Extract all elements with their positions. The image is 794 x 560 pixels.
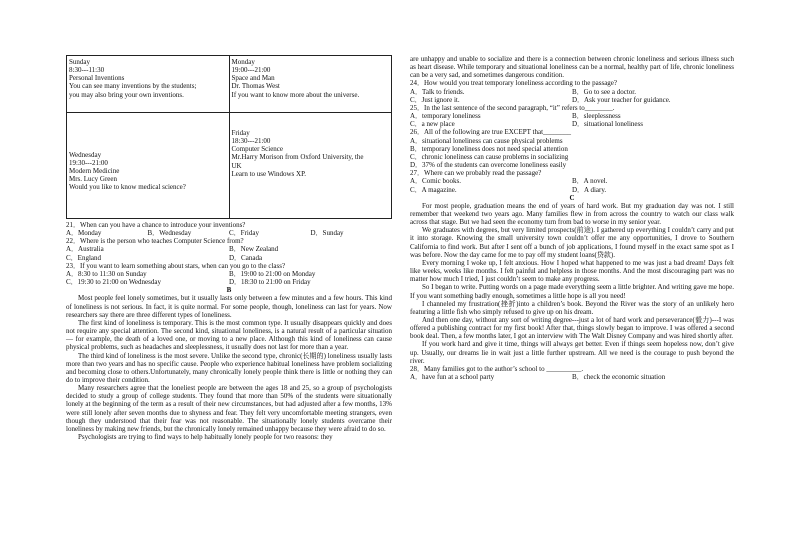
option[interactable]: D．Ask your teacher for guidance. — [572, 95, 671, 104]
options-21 — [66, 229, 392, 237]
speaker-label: Mr.Harry Morison from Oxford University, the — [231, 153, 364, 162]
option[interactable]: A．Comic books. — [410, 177, 461, 186]
option[interactable]: C．England — [66, 253, 101, 262]
options-22b — [66, 254, 392, 262]
passage-c-paragraph: And then one day, without any sort of writing degree---just a lot of hard work and perseverance(毅力)---I was offered a publishing contract for my first book! After that, things slowly began to improve. I was offered a second book deal. Then, a few months later, I got an interview with The Walt Disney Company and was hired shortly after. — [410, 316, 734, 341]
option[interactable]: B．sleeplessness — [572, 112, 621, 121]
option[interactable]: C．Just ignore it. — [410, 95, 460, 104]
passage-c-paragraph: So I began to write. Putting words on a page made everything seem a little brighter. And writing gave me hope. If you want something badly enough, sometimes a little hope is all you need! — [410, 283, 734, 300]
day-label: Sunday — [69, 58, 90, 66]
passage-c-paragraph: For most people, graduation means the end of years of hard work. But my graduation day was not. I still remember that weekend two years ago. Many families flew in from across the country to watch our class walk across that stage. But we had seen the economy turn from bad to worse in my senior year. — [410, 201, 734, 227]
options-25b — [410, 120, 734, 128]
passage-b-paragraph: Psychologists are trying to find ways to help habitually lonely people for two reasons: they — [78, 433, 333, 442]
passage-b-paragraph: The third kind of loneliness is the most severe. Unlike the second type, chronic(长期的) loneliness usually lasts more than two years and has no specific cause. People who experience habitual loneliness have problem socializing and becoming close to others.Unfortunately, many chronically lonely people think there is little or nothing they can do to improve their condition. — [66, 351, 392, 384]
passage-b-paragraph: Most people feel lonely sometimes, but it usually lasts only between a few minutes and a few hours. This kind of loneliness is not serious. In fact, it is quite normal. For some people, though, loneliness can last for years. Now researchers say there are three different types of loneliness. — [66, 294, 392, 319]
option[interactable]: B．Go to see a doctor. — [572, 87, 636, 96]
left-column — [66, 55, 392, 441]
section-heading-c: C — [569, 193, 575, 202]
passage-b-paragraph: The first kind of loneliness is temporary. This is the most common type. It usually disappears quickly and does not require any special attention. The second kind, situational loneliness, is a natural result of a particular situation — for example, the death of a loved one, or moving to a new place. Although this kind of loneliness can cause physical problems, such as headaches and sleeplessness, it usually does not last for more than a year. — [66, 318, 392, 352]
option[interactable]: A．Monday — [66, 229, 102, 238]
topic-label: Computer Science — [231, 145, 284, 154]
options-28 — [410, 373, 734, 381]
options-24 — [410, 88, 734, 96]
option[interactable]: A．temporary loneliness — [410, 112, 481, 121]
question-25: 25．In the last sentence of the second paragraph, “it” refers to________. — [410, 103, 615, 112]
options-24b — [410, 96, 734, 104]
section-heading-b: B — [226, 286, 232, 295]
question-21: 21．When can you have a chance to introduce your inventions? — [66, 221, 246, 229]
option[interactable]: A．Australia — [66, 245, 104, 254]
option[interactable]: D．18:30 to 21:00 on Friday — [229, 278, 311, 287]
option[interactable]: B．Wednesday — [147, 229, 192, 238]
options-25 — [410, 112, 734, 120]
options-23b — [66, 278, 392, 286]
question-23: 23．If you want to learn something about stars, when can you go to the class? — [66, 261, 286, 270]
option[interactable]: B．check the economic situation — [572, 373, 666, 382]
option[interactable]: A．Talk to friends. — [410, 87, 465, 96]
option[interactable]: C．chronic loneliness can cause problems in socializing — [410, 152, 569, 161]
option[interactable]: B．19:00 to 21:00 on Monday — [229, 269, 316, 278]
speaker-label: UK — [231, 161, 242, 170]
speaker-label: Mrs. Lucy Green — [69, 175, 118, 184]
options-22 — [66, 245, 392, 253]
time-label: 19:00---21:00 — [231, 66, 271, 75]
passage-c-paragraph: We graduates with degrees, but very limited prospects(前途). I gathered up everything I couldn’t carry and put it into storage. Knowing the small university town couldn’t offer me any opportunities, I drove to Southern California to find work. But after I sent off a bunch of job applications, I found myself in the exact same spot as I was before. Now the day came for me to pay off my student loans(贷款). — [410, 226, 734, 259]
option[interactable]: C．19:30 to 21:00 on Wednesday — [66, 278, 161, 287]
passage-c-paragraph: I channeled my frustration(挫折)into a children’s book. Beyond the River was the story of an unlikely hero featuring a little fish who simply refused to give up on his dream. — [410, 299, 734, 316]
day-label: Monday — [231, 58, 255, 66]
speaker-label: Dr. Thomas West — [231, 82, 280, 91]
day-label: Friday — [231, 129, 250, 137]
description-line: Learn to use Windows XP. — [231, 169, 306, 178]
option[interactable]: D．Sunday — [310, 229, 344, 238]
schedule-cell-sunday — [67, 56, 230, 113]
schedule-cell-wednesday — [67, 113, 230, 219]
description-line: If you want to know more about the universe. — [231, 90, 360, 99]
schedule-cell-friday — [229, 113, 392, 219]
passage-b-continued: are unhappy and unable to socialize and there is a connection between chronic loneliness and serious illness such as heart disease. While temporary and situational loneliness can be a normal, healthy part of life, chronic loneliness can be a very sad, and sometimes dangerous condition. — [410, 55, 734, 80]
question-28: 28．Many families got to the author’s school to __________. — [410, 364, 584, 373]
description-line: You can see many inventions by the students; — [69, 82, 197, 91]
option[interactable]: B．New Zealand — [229, 245, 279, 254]
options-23 — [66, 270, 392, 278]
option[interactable]: A．have fun at a school party — [410, 373, 495, 382]
question-27: 27．Where can we probably read the passage? — [410, 169, 542, 178]
option[interactable]: B．temporary loneliness does not need special attention — [410, 144, 568, 153]
option[interactable]: C．a new place — [410, 120, 455, 129]
option[interactable]: A．situational loneliness can cause physical problems — [410, 136, 563, 145]
right-column — [410, 55, 734, 381]
option[interactable]: B．A novel. — [572, 177, 608, 186]
option[interactable]: D．A diary. — [572, 185, 607, 194]
option[interactable]: D．situational loneliness — [572, 120, 643, 129]
description-line: you may also bring your own inventions. — [69, 90, 184, 99]
option[interactable]: D．37% of the students can overcome loneliness easily — [410, 161, 567, 170]
topic-label: Space and Man — [231, 74, 275, 83]
option[interactable]: C．Friday — [229, 229, 259, 238]
question-22: 22．Where is the person who teaches Computer Science from? — [66, 237, 244, 246]
options-27b — [410, 186, 734, 194]
passage-b-paragraph: Many researchers agree that the loneliest people are between the ages 18 and 25, so a group of psychologists decided to study a group of college students. They found that more than 50% of the students were situationally lonely at the beginning of the term as a result of their new circumstances, but had adjusted after a few months, 13% were still lonely after seven months due to shyness and fear. They felt very uncomfortable meeting strangers, even though they understood that their fear was not reasonable. The situationally lonely students overcame their loneliness by making new friends, but the chronically lonely remained unhappy because they were afraid to do so. — [66, 384, 392, 433]
question-26: 26．All of the following are true EXCEPT that________ — [410, 128, 572, 137]
schedule-table — [66, 55, 392, 219]
description-line: Would you like to know medical science? — [69, 183, 186, 192]
option[interactable]: D．Canada — [229, 253, 263, 262]
time-label: 19:30---21:00 — [69, 158, 108, 167]
schedule-cell-monday — [229, 56, 392, 113]
option[interactable]: A．8:30 to 11:30 on Sunday — [66, 269, 147, 278]
time-label: 8:30---11:30 — [69, 66, 105, 75]
time-label: 18:30---21:00 — [231, 137, 271, 146]
day-label: Wednesday — [69, 150, 102, 159]
topic-label: Personal Inventions — [69, 74, 125, 83]
question-24: 24．How would you treat temporary loneliness according to the passage? — [410, 79, 618, 88]
passage-c-paragraph: Every morning I woke up, I felt anxious. How I hoped what happened to me was just a bad dream! Days felt like weeks, weeks like months. I felt painful and helpless in those months. And the most discouraging part was no matter how much I tried, I just couldn’t seem to make any progress. — [410, 258, 734, 284]
passage-c-paragraph: If you work hard and give it time, things will always get better. Even if things seem hopeless now, don’t give up. Usually, our dreams lie in wait just a little further upstream. All we need is the courage to push beyond the river. — [410, 340, 734, 365]
option[interactable]: C．A magazine. — [410, 185, 457, 194]
options-27 — [410, 177, 734, 185]
topic-label: Modern Medicine — [69, 166, 120, 175]
